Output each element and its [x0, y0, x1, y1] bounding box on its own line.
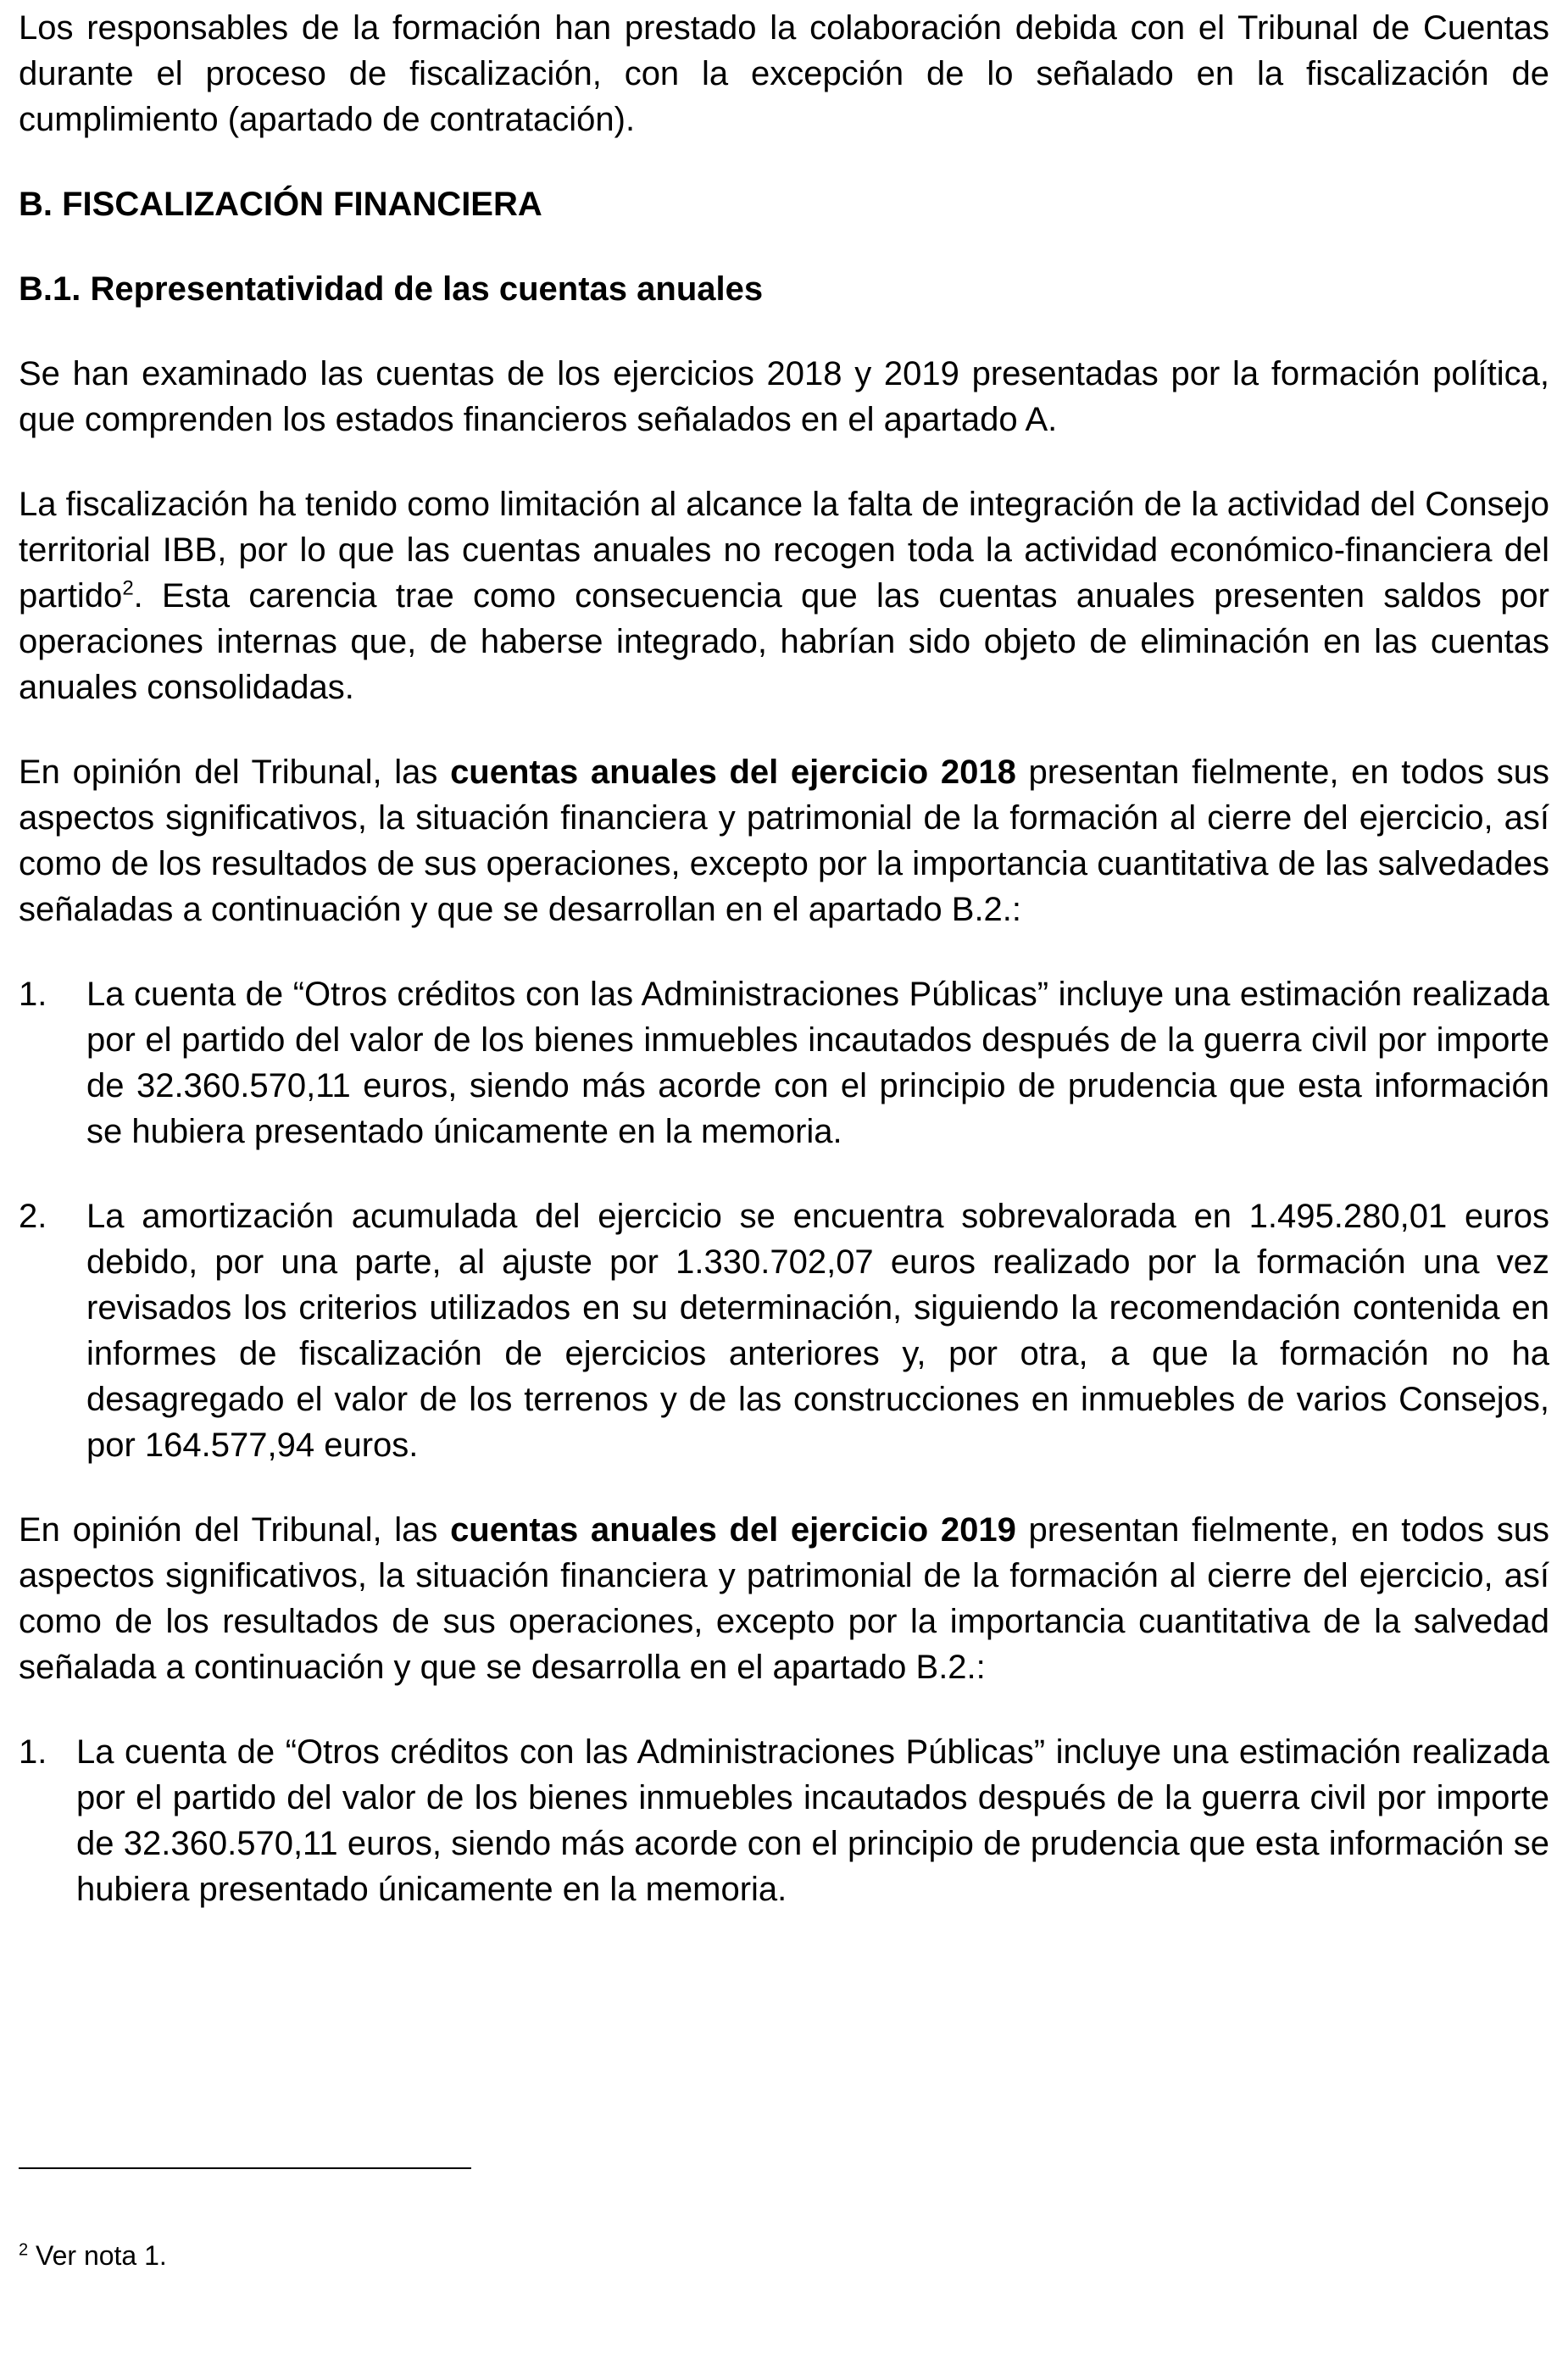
- opinion-2019-paragraph: [19, 1507, 1549, 1690]
- footnote-number: 2: [19, 2240, 29, 2260]
- list-item-number: 1.: [19, 1733, 47, 1771]
- qualifications-2018-list: [19, 971, 1549, 1468]
- opinion-2019-rest: presentan fielmente, en todos sus aspectos significativos, la situación financiera y patrimonial de la formación al cierre del ejercicio, así como de los resultados de sus operaciones, excepto por la importancia cuantitativa de la salvedad señalada a continuación y que se desarrolla en el apartado B.2.:: [19, 1511, 1549, 1686]
- section-title: B. FISCALIZACIÓN FINANCIERA: [19, 186, 542, 223]
- qualifications-2019-list: [19, 1729, 1549, 1912]
- opinion-2018-intro: En opinión del Tribunal, las: [19, 754, 451, 791]
- footnote-reference: 2: [122, 576, 134, 600]
- list-item: [19, 1193, 1549, 1468]
- limitation-paragraph: [19, 481, 1549, 710]
- list-item-text: La cuenta de “Otros créditos con las Administraciones Públicas” incluye una estimación realizada por el partido del valor de los bienes inmuebles incautados después de la guerra civil por importe de 32.360.570,11 euros, siendo más acorde con el principio de prudencia que esta información se hubiera presentado únicamente en la memoria.: [86, 976, 1549, 1150]
- document-body: [19, 5, 1549, 1951]
- opinion-2019-emphasis: cuentas anuales del ejercicio 2019: [450, 1511, 1016, 1549]
- subsection-title: B.1. Representatividad de las cuentas anuales: [19, 270, 764, 308]
- list-item-text: La amortización acumulada del ejercicio se encuentra sobrevalorada en 1.495.280,01 euros debido, por una parte, al ajuste por 1.330.702,07 euros realizado por la formación una vez revisados los criterios utilizados en su determinación, siguiendo la recomendación contenida en informes de fiscalización de ejercicios anteriores y, por otra, a que la formación no ha desagregado el valor de los terrenos y de las construcciones en inmuebles de varios Consejos, por 164.577,94 euros.: [86, 1198, 1549, 1464]
- examined-accounts-paragraph: Se han examinado las cuentas de los ejercicios 2018 y 2019 presentadas por la formación política, que comprenden los estados financieros señalados en el apartado A.: [19, 355, 1549, 438]
- footnote: [19, 2239, 167, 2272]
- list-item: [19, 1729, 1549, 1912]
- list-item: [19, 971, 1549, 1154]
- opinion-2018-rest: presentan fielmente, en todos sus aspectos significativos, la situación financiera y patrimonial de la formación al cierre del ejercicio, así como de los resultados de sus operaciones, excepto por la importancia cuantitativa de las salvedades señaladas a continuación y que se desarrollan en el apartado B.2.:: [19, 754, 1549, 928]
- intro-paragraph: Los responsables de la formación han prestado la colaboración debida con el Tribunal de Cuentas durante el proceso de fiscalización, con la excepción de lo señalado en la fiscalización de cumplimiento (apartado de contratación).: [19, 9, 1549, 138]
- footnote-text: Ver nota 1.: [28, 2240, 167, 2271]
- opinion-2018-emphasis: cuentas anuales del ejercicio 2018: [450, 754, 1016, 791]
- list-item-text: La cuenta de “Otros créditos con las Administraciones Públicas” incluye una estimación realizada por el partido del valor de los bienes inmuebles incautados después de la guerra civil por importe de 32.360.570,11 euros, siendo más acorde con el principio de prudencia que esta información se hubiera presentado únicamente en la memoria.: [76, 1733, 1549, 1908]
- limitation-text-end: . Esta carencia trae como consecuencia que las cuentas anuales presenten saldos por operaciones internas que, de haberse integrado, habrían sido objeto de eliminación en las cuentas anuales consolidadas.: [19, 577, 1549, 706]
- opinion-2019-intro: En opinión del Tribunal, las: [19, 1511, 451, 1549]
- opinion-2018-paragraph: [19, 749, 1549, 932]
- limitation-text-start: La fiscalización ha tenido como limitación al alcance la falta de integración de la actividad del Consejo territorial IBB, por lo que las cuentas anuales no recogen toda la actividad económico-financiera del partido: [19, 486, 1549, 615]
- list-item-number: 1.: [19, 976, 47, 1013]
- footnote-separator: [19, 2167, 471, 2169]
- list-item-number: 2.: [19, 1198, 47, 1235]
